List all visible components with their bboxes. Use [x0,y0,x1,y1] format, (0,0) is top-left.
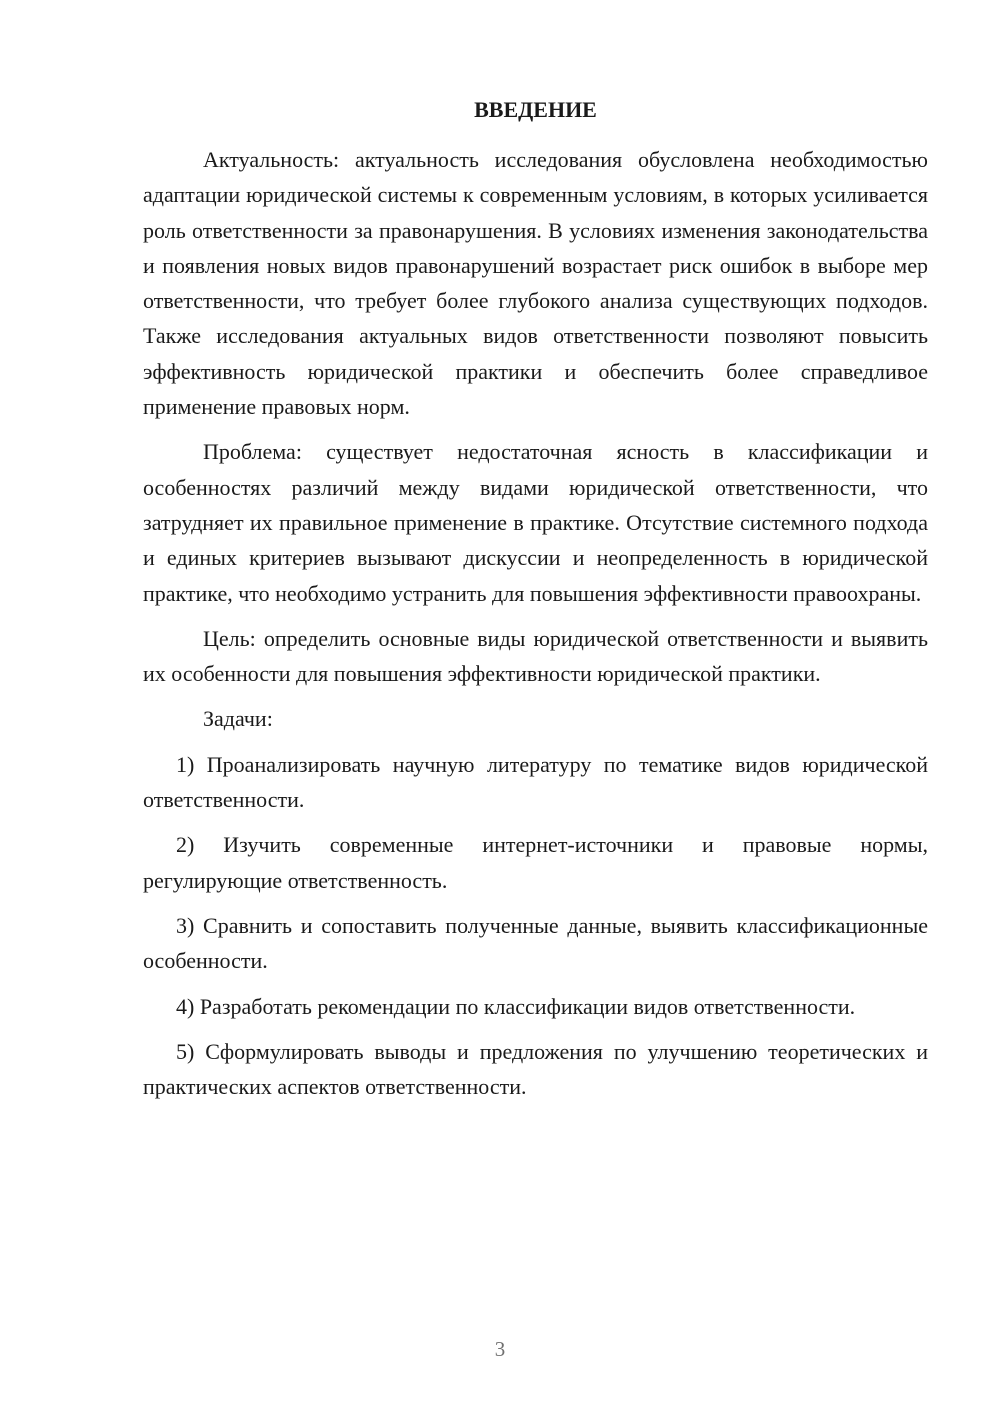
task-item-5: 5) Сформулировать выводы и предложения по улучшению теоретических и практических аспектов ответственности. [143,1038,928,1100]
task-item-1: 1) Проанализировать научную литературу по тематике видов юридической ответственности. [143,751,928,813]
task-item-2: 2) Изучить современные интернет-источники и правовые нормы, регулирующие ответственность. [143,832,928,893]
task-item-3: 3) Сравнить и сопоставить полученные данные, выявить классификационные особенности. [143,912,928,974]
tasks-heading: Задачи: [203,706,273,732]
tasks-list [143,747,928,1105]
paragraph-goal: Цель: определить основные виды юридической ответственности и выявить их особенности для повышения эффективности юридической практики. [143,625,928,687]
page-number: 3 [494,1337,506,1361]
section-title: ВВЕДЕНИЕ [474,97,597,122]
page-content [143,92,928,1114]
paragraph-relevance: Актуальность: актуальность исследования обусловлена необходимостью адаптации юридической системы к современным условиям, в которых усиливается роль ответственности за правонарушения. В условиях изменения законодательства и появления новых видов правонарушений возрастает риск ошибок в выборе мер ответственности, что требует более глубокого анализа существующих подходов. Также исследования актуальных видов ответственности позволяют повысить эффективность юридической практики и обеспечить более справедливое применение правовых норм. [143,147,928,420]
paragraph-problem: Проблема: существует недостаточная ясность в классификации и особенностях различий между видами юридической ответственности, что затрудняет их правильное применение в практике. Отсутствие системного подхода и единых критериев вызывают дискуссии и неопределенность в юридической практике, что необходимо устранить для повышения эффективности правоохраны. [143,439,928,606]
task-item-4: 4) Разработать рекомендации по классификации видов ответственности. [176,993,856,1019]
